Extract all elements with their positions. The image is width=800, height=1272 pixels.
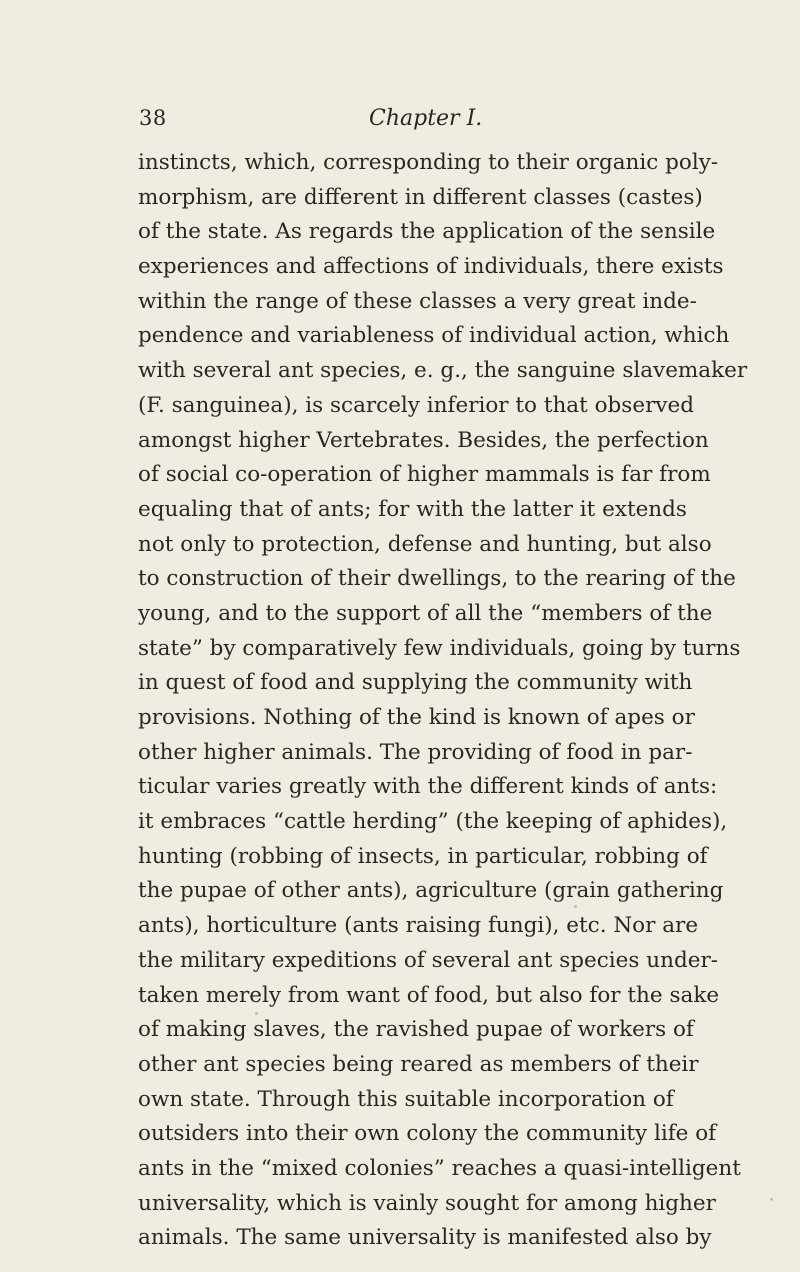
paper-speck [255,1012,258,1015]
text-line: of making slaves, the ravished pupae of workers of [138,1017,694,1043]
text-line: amongst higher Vertebrates. Besides, the perfection [138,427,709,453]
page-number: 38 [139,106,167,130]
text-line: young, and to the support of all the “members of the [138,600,713,626]
text-line: of the state. As regards the application of the sensile [138,219,716,245]
text-line: it embraces “cattle herding” (the keeping of aphides), [138,809,728,835]
paper-speck [770,1198,773,1201]
text-line: the pupae of other ants), agriculture (grain gathering [138,878,724,904]
text-line: provisions. Nothing of the kind is known of apes or [138,705,695,730]
running-head: Chapter I. [369,106,483,131]
page-header [139,100,659,136]
text-line: of social co-operation of higher mammals is far from [138,462,711,488]
text-line: in quest of food and supplying the community with [138,670,693,696]
text-line: ants), horticulture (ants raising fungi), etc. Nor are [138,913,699,939]
text-line: taken merely from want of food, but also for the sake [138,982,720,1008]
text-line: outsiders into their own colony the community life of [138,1121,717,1147]
text-line: morphism, are different in different classes (castes) [138,184,703,210]
text-line: ants in the “mixed colonies” reaches a quasi-intelligent [138,1155,741,1181]
paper-speck [574,905,577,908]
text-line: instincts, which, corresponding to their organic poly- [138,150,719,175]
text-line: ticular varies greatly with the different kinds of ants: [138,774,718,800]
text-line: equaling that of ants; for with the latter it extends [138,496,687,522]
text-line: universality, which is vainly sought for among higher [138,1190,716,1216]
text-line: animals. The same universality is manifested also by [138,1225,712,1251]
text-line: other ant species being reared as members of their [138,1051,699,1077]
text-line: own state. Through this suitable incorporation of [138,1086,674,1112]
text-line: within the range of these classes a very great inde- [138,288,697,314]
text-line: not only to protection, defense and hunting, but also [138,531,712,557]
body-text [138,146,748,1256]
text-line: other higher animals. The providing of food in par- [138,739,693,765]
text-line: experiences and affections of individuals, there exists [138,254,724,280]
text-line: pendence and variableness of individual action, which [138,323,730,349]
text-line: with several ant species, e. g., the sanguine slavemaker [138,358,748,384]
text-line: state” by comparatively few individuals, going by turns [138,635,741,661]
text-line: (F. sanguinea), is scarcely inferior to that observed [138,392,694,418]
text-line: the military expeditions of several ant species under- [138,947,718,973]
text-line: to construction of their dwellings, to the rearing of the [138,566,736,592]
text-line: hunting (robbing of insects, in particular, robbing of [138,843,708,869]
